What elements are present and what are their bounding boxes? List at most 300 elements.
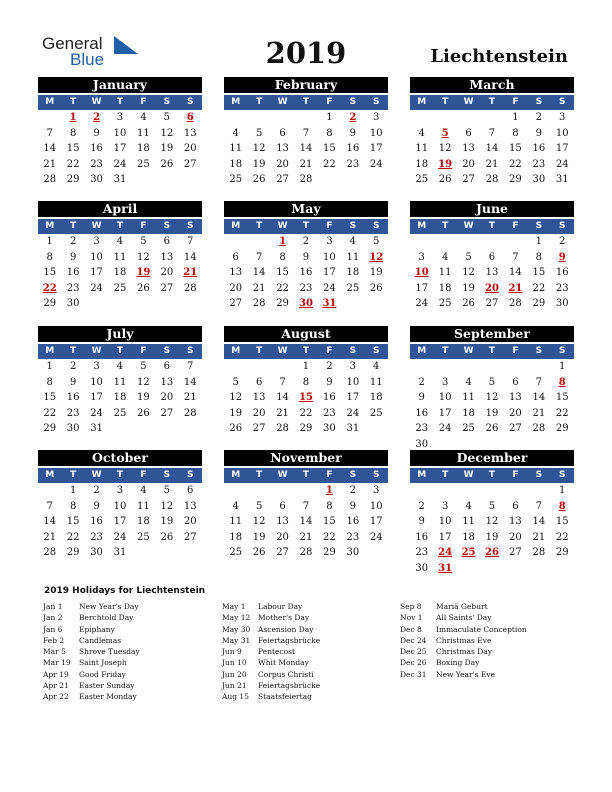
weekday-label: W bbox=[277, 97, 288, 107]
holiday-row bbox=[222, 680, 320, 691]
empty-cell bbox=[179, 296, 202, 312]
weekday-label: F bbox=[326, 97, 333, 107]
day-cell: 10 bbox=[113, 500, 127, 512]
empty-cell bbox=[410, 110, 433, 126]
weekday-header bbox=[38, 344, 202, 359]
day-cell: 15 bbox=[555, 392, 569, 403]
day-cell: 9 bbox=[69, 251, 77, 263]
day-cell: 23 bbox=[66, 282, 80, 294]
week-row bbox=[224, 126, 388, 142]
empty-cell bbox=[504, 483, 527, 499]
day-cell: 22 bbox=[276, 282, 289, 294]
day-cell: 18 bbox=[113, 392, 127, 403]
day-cell: 16 bbox=[415, 407, 429, 419]
day-cell: 27 bbox=[229, 298, 243, 309]
day-cell: 17 bbox=[113, 143, 127, 154]
day-cell: 4 bbox=[418, 127, 425, 139]
holiday-name: Staatsfeiertag bbox=[258, 692, 312, 702]
weekday-label: S bbox=[187, 346, 194, 356]
holiday-name: Mariä Geburt bbox=[436, 602, 488, 611]
weekday-label: T bbox=[256, 221, 263, 231]
day-cell: 3 bbox=[349, 361, 356, 372]
day-cell: 22 bbox=[66, 531, 80, 543]
day-cell: 13 bbox=[183, 500, 197, 512]
day-cell: 20 bbox=[252, 407, 266, 419]
week-row bbox=[224, 499, 388, 515]
empty-cell bbox=[247, 234, 270, 250]
month-june bbox=[410, 201, 574, 312]
empty-cell bbox=[155, 296, 178, 312]
week-row bbox=[38, 359, 202, 375]
day-cell: 12 bbox=[229, 392, 243, 403]
empty-cell bbox=[480, 234, 503, 250]
day-cell: 1 bbox=[46, 361, 53, 372]
weekday-label: F bbox=[140, 346, 147, 356]
day-cell: 9 bbox=[93, 500, 100, 512]
holiday-row bbox=[400, 612, 527, 623]
week-row bbox=[224, 375, 388, 391]
empty-cell bbox=[179, 172, 202, 188]
day-cell: 16 bbox=[90, 516, 103, 527]
day-cell: 14 bbox=[183, 251, 197, 263]
weekday-label: M bbox=[417, 346, 427, 356]
holiday-row bbox=[222, 691, 320, 702]
holiday-column bbox=[400, 601, 527, 680]
empty-cell bbox=[504, 561, 527, 577]
day-cell: 26 bbox=[485, 423, 499, 434]
day-cell: 10 bbox=[369, 500, 383, 512]
holiday-name: Ascension Day bbox=[258, 624, 314, 634]
day-cell: 31 bbox=[90, 423, 103, 434]
week-row bbox=[410, 157, 574, 173]
day-cell: 5 bbox=[163, 485, 170, 496]
holiday-row bbox=[43, 657, 140, 668]
day-cell: 27 bbox=[276, 547, 289, 558]
day-cell: 21 bbox=[485, 158, 499, 170]
week-row bbox=[224, 110, 388, 126]
day-cell: 30 bbox=[90, 174, 103, 185]
weekday-label: W bbox=[463, 97, 474, 107]
day-cell: 28 bbox=[532, 423, 546, 434]
week-row bbox=[410, 483, 574, 499]
day-cell: 3 bbox=[93, 361, 100, 372]
weekday-label: T bbox=[70, 97, 77, 107]
day-cell: 29 bbox=[66, 174, 80, 185]
empty-cell bbox=[457, 483, 480, 499]
week-row bbox=[410, 421, 574, 437]
day-cell: 14 bbox=[299, 516, 313, 527]
day-cell: 25 bbox=[229, 174, 243, 185]
day-cell: 4 bbox=[232, 127, 239, 139]
day-cell: 30 bbox=[415, 562, 429, 574]
weekday-label: M bbox=[417, 221, 427, 231]
empty-cell bbox=[271, 483, 294, 499]
empty-cell bbox=[551, 561, 574, 577]
day-cell: 17 bbox=[90, 267, 103, 278]
month-title: August bbox=[224, 326, 388, 342]
empty-cell bbox=[294, 483, 317, 499]
day-cell: 10 bbox=[438, 392, 452, 403]
week-row bbox=[410, 172, 574, 188]
day-cell: 22 bbox=[299, 407, 313, 419]
day-cell: 6 bbox=[232, 251, 239, 263]
day-cell: 20 bbox=[183, 516, 197, 527]
day-cell: 12 bbox=[462, 267, 475, 278]
day-cell: 10 bbox=[323, 251, 336, 263]
weekday-label: T bbox=[70, 346, 77, 356]
day-cell: 29 bbox=[276, 298, 289, 309]
day-cell: 17 bbox=[369, 143, 383, 154]
weekday-label: F bbox=[512, 346, 519, 356]
month-title: May bbox=[224, 201, 388, 217]
week-row bbox=[224, 141, 388, 157]
day-cell: 3 bbox=[441, 500, 449, 512]
week-row bbox=[224, 172, 388, 188]
month-january bbox=[38, 77, 202, 188]
day-cell: 18 bbox=[415, 158, 429, 170]
week-row bbox=[224, 390, 388, 406]
weekday-header bbox=[410, 219, 574, 234]
empty-cell bbox=[527, 359, 550, 375]
day-cell: 7 bbox=[512, 251, 519, 263]
week-row bbox=[224, 281, 388, 297]
weekday-header bbox=[224, 468, 388, 483]
day-cell: 26 bbox=[252, 547, 266, 558]
day-cell: 11 bbox=[438, 267, 452, 278]
empty-cell bbox=[480, 359, 503, 375]
day-cell: 5 bbox=[255, 500, 263, 512]
weekday-header bbox=[38, 95, 202, 110]
day-cell: 14 bbox=[532, 516, 546, 527]
day-cell: 3 bbox=[373, 485, 380, 496]
weekday-label: F bbox=[140, 221, 147, 231]
weekday-label: T bbox=[488, 221, 496, 231]
holiday-day-cell: 2 bbox=[349, 112, 357, 123]
empty-cell bbox=[433, 234, 456, 250]
day-cell: 29 bbox=[555, 547, 569, 558]
day-cell: 27 bbox=[160, 282, 174, 294]
week-row bbox=[410, 561, 574, 577]
day-cell: 4 bbox=[116, 236, 124, 247]
holiday-date: Apr 19 bbox=[43, 669, 69, 679]
weekday-header bbox=[224, 219, 388, 234]
weekday-label: S bbox=[163, 470, 171, 480]
holiday-name: Immaculate Conception bbox=[436, 624, 527, 634]
holiday-column bbox=[43, 601, 140, 703]
day-cell: 25 bbox=[438, 298, 452, 309]
day-cell: 28 bbox=[43, 174, 57, 185]
holiday-row bbox=[43, 646, 140, 657]
day-cell: 9 bbox=[69, 376, 77, 388]
month-title: November bbox=[224, 450, 388, 466]
day-cell: 3 bbox=[373, 112, 380, 123]
weekday-label: W bbox=[91, 470, 102, 480]
day-cell: 13 bbox=[160, 251, 174, 263]
weekday-label: T bbox=[302, 97, 310, 107]
weekday-label: W bbox=[91, 97, 102, 107]
week-row bbox=[410, 406, 574, 422]
day-cell: 25 bbox=[113, 282, 127, 294]
empty-cell bbox=[410, 359, 433, 375]
day-cell: 16 bbox=[66, 392, 80, 403]
week-row bbox=[410, 375, 574, 391]
holiday-date: May 30 bbox=[222, 624, 251, 634]
holiday-row bbox=[43, 601, 140, 612]
weekday-label: S bbox=[187, 97, 194, 107]
day-cell: 16 bbox=[415, 531, 429, 543]
holiday-date: Dec 31 bbox=[400, 669, 427, 679]
day-cell: 13 bbox=[485, 267, 499, 278]
day-cell: 12 bbox=[160, 127, 174, 139]
weekday-label: F bbox=[512, 221, 519, 231]
weekday-header bbox=[410, 344, 574, 359]
day-cell: 17 bbox=[90, 392, 103, 403]
holiday-name: Saint Joseph bbox=[79, 658, 127, 668]
day-cell: 6 bbox=[512, 500, 519, 512]
holiday-day-cell: 9 bbox=[558, 251, 566, 263]
day-cell: 31 bbox=[555, 174, 569, 185]
empty-cell bbox=[85, 296, 108, 312]
month-title: April bbox=[38, 201, 202, 217]
day-cell: 9 bbox=[349, 127, 356, 139]
day-cell: 19 bbox=[252, 531, 266, 543]
week-row bbox=[410, 110, 574, 126]
weekday-header bbox=[38, 219, 202, 234]
month-title: September bbox=[410, 326, 574, 342]
day-cell: 13 bbox=[462, 143, 475, 154]
week-row bbox=[224, 530, 388, 546]
day-cell: 24 bbox=[369, 158, 383, 170]
weekday-label: F bbox=[512, 470, 519, 480]
empty-cell bbox=[480, 483, 503, 499]
day-cell: 27 bbox=[183, 531, 197, 543]
weekday-label: T bbox=[442, 470, 449, 480]
weekday-label: M bbox=[417, 97, 427, 107]
day-cell: 30 bbox=[66, 298, 80, 309]
holiday-name: Pentecost bbox=[258, 647, 296, 657]
day-cell: 27 bbox=[485, 298, 499, 309]
day-cell: 8 bbox=[69, 500, 77, 512]
day-cell: 14 bbox=[43, 516, 57, 527]
day-cell: 18 bbox=[462, 531, 475, 543]
weekday-label: M bbox=[231, 221, 241, 231]
day-cell: 22 bbox=[509, 158, 522, 170]
day-cell: 24 bbox=[90, 282, 103, 294]
day-cell: 18 bbox=[369, 392, 383, 403]
weekday-header bbox=[224, 95, 388, 110]
empty-cell bbox=[504, 234, 527, 250]
day-cell: 21 bbox=[299, 158, 313, 170]
weekday-label: S bbox=[535, 346, 543, 356]
week-row bbox=[410, 545, 574, 561]
weekday-label: T bbox=[302, 470, 310, 480]
empty-cell bbox=[155, 545, 178, 561]
day-cell: 22 bbox=[323, 158, 336, 170]
week-row bbox=[224, 157, 388, 173]
holiday-date: Jan 6 bbox=[43, 624, 63, 634]
empty-cell bbox=[155, 172, 178, 188]
holiday-name: New Year's Day bbox=[79, 602, 139, 611]
holiday-day-cell: 5 bbox=[441, 127, 449, 139]
empty-cell bbox=[132, 421, 155, 437]
day-cell: 13 bbox=[276, 143, 289, 154]
empty-cell bbox=[457, 234, 480, 250]
empty-cell bbox=[38, 110, 61, 126]
weekday-label: T bbox=[256, 346, 263, 356]
day-cell: 8 bbox=[46, 251, 53, 263]
day-cell: 11 bbox=[369, 376, 383, 388]
week-row bbox=[38, 250, 202, 266]
day-cell: 15 bbox=[532, 267, 546, 278]
day-cell: 16 bbox=[346, 516, 360, 527]
holiday-name: Christmas Day bbox=[436, 647, 492, 657]
empty-cell bbox=[132, 545, 155, 561]
holiday-day-cell: 30 bbox=[299, 298, 313, 309]
weekday-label: F bbox=[140, 97, 147, 107]
holiday-row bbox=[222, 657, 320, 668]
day-cell: 30 bbox=[323, 423, 336, 434]
holiday-row bbox=[43, 612, 140, 623]
day-cell: 2 bbox=[418, 376, 425, 388]
day-cell: 29 bbox=[555, 423, 569, 434]
weekday-label: S bbox=[349, 470, 357, 480]
empty-cell bbox=[224, 234, 247, 250]
day-cell: 28 bbox=[485, 174, 499, 185]
week-row bbox=[38, 530, 202, 546]
day-cell: 18 bbox=[137, 143, 150, 154]
day-cell: 25 bbox=[229, 547, 243, 558]
empty-cell bbox=[155, 421, 178, 437]
day-cell: 1 bbox=[69, 485, 77, 496]
day-cell: 31 bbox=[113, 547, 127, 558]
week-row bbox=[410, 265, 574, 281]
weekday-label: T bbox=[488, 346, 496, 356]
month-title: October bbox=[38, 450, 202, 466]
day-cell: 17 bbox=[346, 392, 360, 403]
day-cell: 12 bbox=[252, 143, 266, 154]
week-row bbox=[224, 234, 388, 250]
day-cell: 27 bbox=[160, 407, 174, 419]
weekday-label: S bbox=[373, 470, 380, 480]
weekday-label: S bbox=[187, 470, 194, 480]
holiday-row bbox=[222, 612, 320, 623]
holiday-date: Feb 2 bbox=[43, 635, 65, 645]
holiday-name: Labour Day bbox=[258, 602, 303, 611]
weekday-label: T bbox=[442, 97, 449, 107]
day-cell: 19 bbox=[229, 407, 243, 419]
day-cell: 2 bbox=[418, 500, 425, 512]
day-cell: 20 bbox=[160, 267, 174, 278]
day-cell: 28 bbox=[299, 547, 313, 558]
day-cell: 18 bbox=[229, 531, 243, 543]
day-cell: 7 bbox=[488, 127, 496, 139]
day-cell: 9 bbox=[418, 516, 425, 527]
week-row bbox=[224, 421, 388, 437]
week-row bbox=[410, 499, 574, 515]
holiday-name: New Year's Eve bbox=[436, 669, 496, 679]
day-cell: 26 bbox=[137, 282, 150, 294]
day-cell: 2 bbox=[93, 485, 100, 496]
day-cell: 18 bbox=[137, 516, 150, 527]
day-cell: 13 bbox=[509, 516, 522, 527]
weekday-label: W bbox=[463, 470, 474, 480]
empty-cell bbox=[504, 359, 527, 375]
day-cell: 12 bbox=[485, 516, 499, 527]
empty-cell bbox=[271, 359, 294, 375]
day-cell: 23 bbox=[532, 158, 546, 170]
day-cell: 28 bbox=[252, 298, 266, 309]
day-cell: 15 bbox=[323, 516, 336, 527]
day-cell: 6 bbox=[279, 127, 286, 139]
day-cell: 19 bbox=[252, 158, 266, 170]
day-cell: 6 bbox=[465, 127, 472, 139]
day-cell: 9 bbox=[93, 127, 100, 139]
day-cell: 3 bbox=[116, 485, 124, 496]
day-cell: 6 bbox=[488, 251, 496, 263]
day-cell: 6 bbox=[279, 500, 286, 512]
holiday-date: May 31 bbox=[222, 635, 251, 645]
weekday-label: T bbox=[302, 221, 310, 231]
day-cell: 21 bbox=[43, 158, 57, 170]
holiday-row bbox=[400, 624, 527, 635]
holiday-name: Feiertagsbrücke bbox=[258, 681, 321, 691]
logo-text-blue: Blue bbox=[70, 50, 105, 69]
day-cell: 30 bbox=[90, 547, 103, 558]
day-cell: 25 bbox=[369, 407, 383, 419]
day-cell: 15 bbox=[66, 143, 80, 154]
weekday-label: F bbox=[326, 221, 333, 231]
day-cell: 30 bbox=[346, 547, 360, 558]
holiday-name: Candlemas bbox=[79, 635, 122, 645]
month-title: January bbox=[38, 77, 202, 93]
holiday-date: Dec 8 bbox=[400, 624, 422, 634]
month-april bbox=[38, 201, 202, 312]
month-october bbox=[38, 450, 202, 561]
holiday-row bbox=[222, 635, 320, 646]
day-cell: 25 bbox=[137, 531, 150, 543]
day-cell: 21 bbox=[252, 282, 266, 294]
week-row bbox=[38, 157, 202, 173]
day-cell: 17 bbox=[369, 516, 383, 527]
day-cell: 16 bbox=[66, 267, 80, 278]
empty-cell bbox=[457, 110, 480, 126]
day-cell: 21 bbox=[183, 392, 197, 403]
day-cell: 8 bbox=[46, 376, 53, 388]
day-cell: 12 bbox=[137, 376, 150, 388]
day-cell: 8 bbox=[326, 127, 333, 139]
day-cell: 14 bbox=[532, 392, 546, 403]
weekday-label: M bbox=[45, 346, 55, 356]
weekday-label: S bbox=[373, 346, 380, 356]
empty-cell bbox=[433, 110, 456, 126]
week-row bbox=[410, 390, 574, 406]
holiday-column bbox=[222, 601, 320, 703]
day-cell: 9 bbox=[302, 251, 310, 263]
weekday-label: M bbox=[45, 470, 55, 480]
day-cell: 7 bbox=[535, 500, 542, 512]
weekday-label: T bbox=[116, 346, 124, 356]
day-cell: 16 bbox=[90, 143, 103, 154]
month-july bbox=[38, 326, 202, 437]
weekday-label: W bbox=[277, 470, 288, 480]
day-cell: 13 bbox=[509, 392, 522, 403]
weekday-label: T bbox=[302, 346, 310, 356]
day-cell: 4 bbox=[441, 251, 449, 263]
day-cell: 18 bbox=[113, 267, 127, 278]
day-cell: 29 bbox=[532, 298, 546, 309]
day-cell: 17 bbox=[113, 516, 127, 527]
week-row bbox=[38, 375, 202, 391]
